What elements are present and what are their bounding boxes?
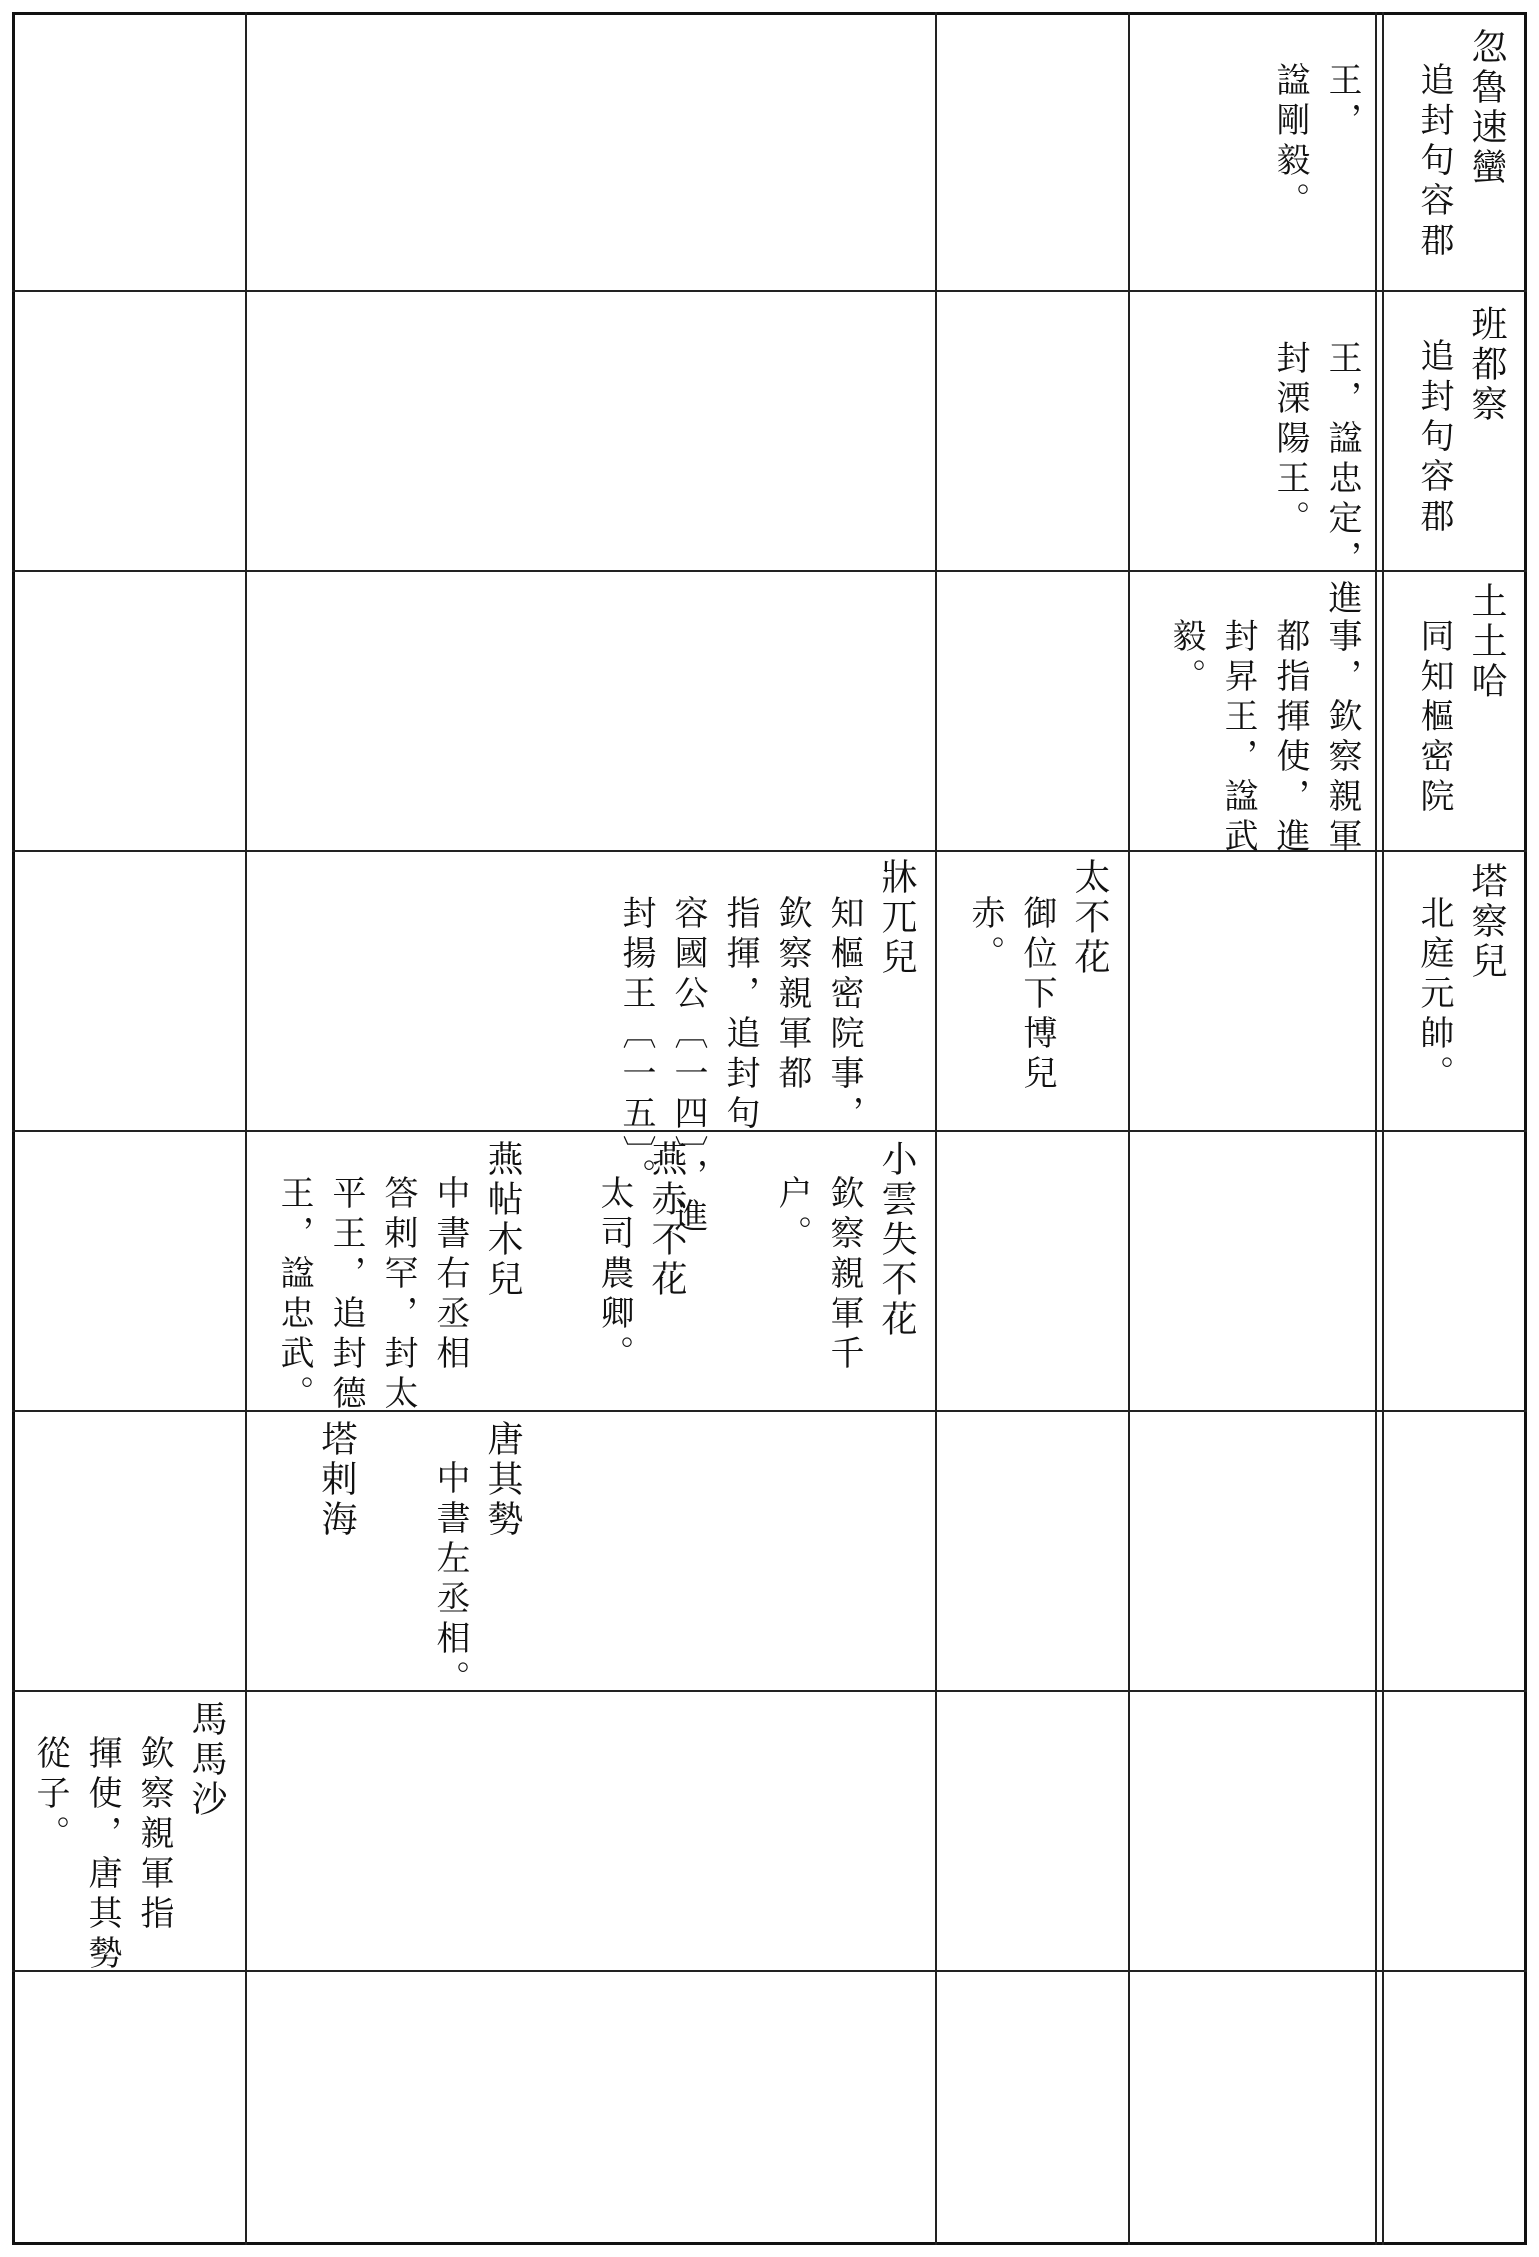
person-name: 忽魯速蠻 bbox=[1466, 28, 1507, 188]
annotation-line: 答剌罕，封太 bbox=[378, 1175, 418, 1415]
annotation-line: 容國公〔一四〕，進 bbox=[668, 895, 708, 1238]
annotation-line: 追封句容郡 bbox=[1414, 338, 1454, 538]
annotation-line: 赤。 bbox=[965, 895, 1005, 975]
annotation-line: 中書右丞相 bbox=[430, 1175, 470, 1375]
annotation-line: 同知樞密院 bbox=[1414, 618, 1454, 818]
column-divider bbox=[1375, 12, 1377, 2245]
column-divider bbox=[245, 12, 247, 2245]
person-name: 馬馬沙 bbox=[186, 1700, 227, 1820]
person-name: 塔剌海 bbox=[316, 1420, 357, 1540]
person-name: 牀兀兒 bbox=[876, 858, 917, 978]
annotation-line: 從子。 bbox=[30, 1735, 70, 1855]
annotation-line: 平王，追封德 bbox=[326, 1175, 366, 1415]
row-divider bbox=[12, 1970, 1527, 1972]
annotation-line: 欽察親軍都 bbox=[772, 895, 812, 1095]
annotation-line: 指揮，追封句 bbox=[720, 895, 760, 1135]
column-divider bbox=[1128, 12, 1130, 2245]
annotation-line: 追封句容郡 bbox=[1414, 62, 1454, 262]
annotation-line: 事，欽察親軍 bbox=[1322, 618, 1362, 858]
person-name: 土土哈 bbox=[1466, 582, 1507, 702]
column-divider-double bbox=[1382, 12, 1384, 2245]
annotation-line: 太司農卿。 bbox=[594, 1175, 634, 1375]
row-divider bbox=[12, 570, 1527, 572]
annotation-line: 知樞密院事， bbox=[824, 895, 864, 1135]
annotation-line: 北庭元帥。 bbox=[1414, 895, 1454, 1095]
annotation-line: 都指揮使，進 bbox=[1270, 618, 1310, 858]
annotation-line: 王，諡忠定，進 bbox=[1322, 340, 1362, 620]
annotation-line: 御位下博兒 bbox=[1017, 895, 1057, 1095]
annotation-line: 揮使，唐其勢 bbox=[82, 1735, 122, 1975]
annotation-line: 毅。 bbox=[1166, 618, 1206, 698]
annotation-line: 封溧陽王。 bbox=[1270, 340, 1310, 540]
annotation-line: 王， bbox=[1322, 62, 1362, 142]
annotation-line: 欽察親軍指 bbox=[134, 1735, 174, 1935]
annotation-line: 封昇王，諡武 bbox=[1218, 618, 1258, 858]
row-divider bbox=[12, 1410, 1527, 1412]
person-name: 小雲失不花 bbox=[876, 1140, 917, 1340]
person-name: 太不花 bbox=[1069, 858, 1110, 978]
row-divider bbox=[12, 1130, 1527, 1132]
annotation-line: 欽察親軍千 bbox=[824, 1175, 864, 1375]
person-name: 班都察 bbox=[1466, 305, 1507, 425]
person-name: 燕帖木兒 bbox=[482, 1140, 523, 1300]
person-name: 塔察兒 bbox=[1466, 862, 1507, 982]
annotation-line: 諡剛毅。 bbox=[1270, 62, 1310, 222]
row-divider bbox=[12, 290, 1527, 292]
column-divider bbox=[935, 12, 937, 2245]
annotation-line: 中書左丞相。 bbox=[430, 1460, 470, 1700]
row-divider bbox=[12, 1690, 1527, 1692]
annotation-line: 户。 bbox=[772, 1175, 812, 1255]
annotation-line: 封揚王〔一五〕。 bbox=[616, 895, 656, 1198]
person-name: 燕赤不花 bbox=[646, 1140, 687, 1300]
annotation-line: 王，諡忠武。 bbox=[274, 1175, 314, 1415]
person-name: 唐其勢 bbox=[482, 1420, 523, 1540]
